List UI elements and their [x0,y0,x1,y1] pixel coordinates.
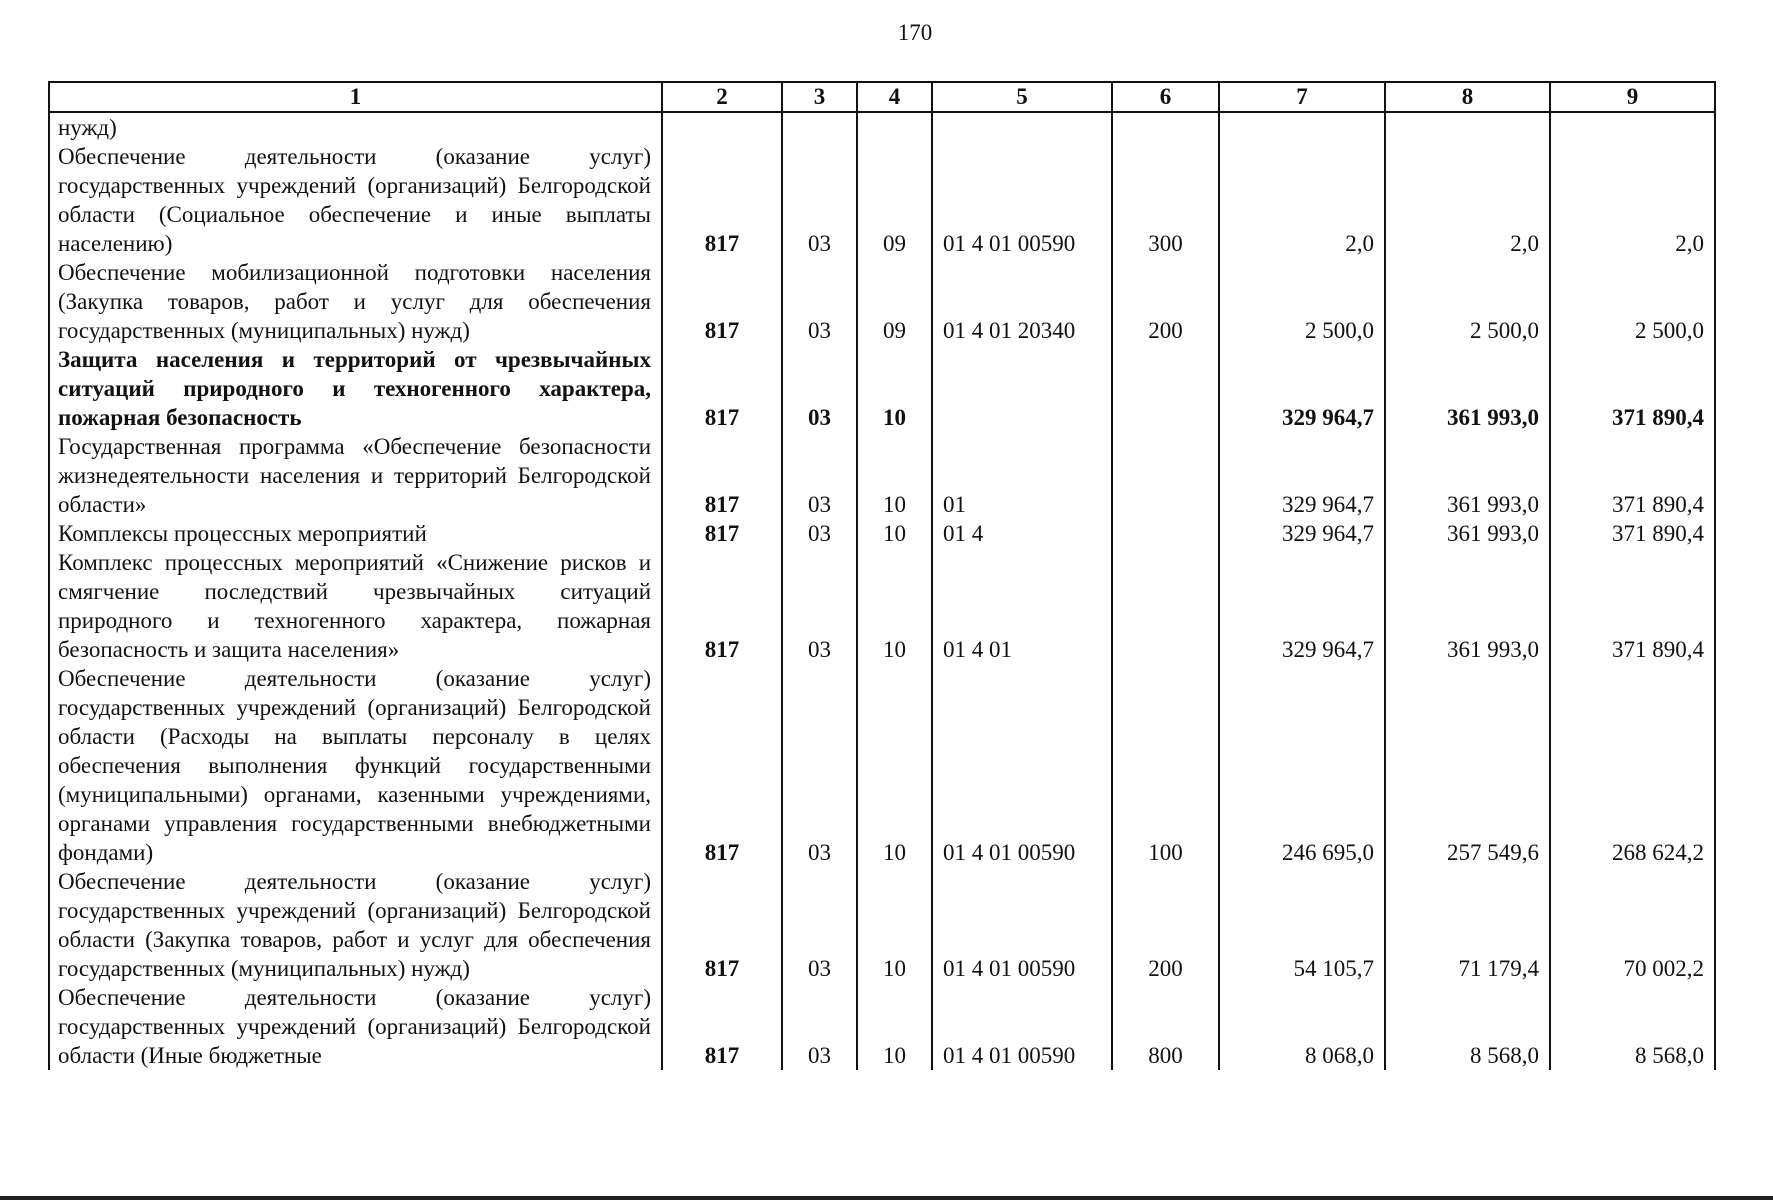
cell-section: 03 [782,345,857,432]
cell-amount-col8: 257 549,6 [1385,664,1550,867]
column-header: 6 [1112,82,1219,112]
cell-amount-col7: 329 964,7 [1219,519,1385,548]
cell-ministry-code [662,112,782,142]
cell-amount-col7: 8 068,0 [1219,983,1385,1070]
cell-section: 03 [782,432,857,519]
cell-ministry-code: 817 [662,142,782,258]
cell-amount-col9: 70 002,2 [1550,867,1715,983]
cell-amount-col9: 371 890,4 [1550,432,1715,519]
column-header: 2 [662,82,782,112]
cell-amount-col9: 8 568,0 [1550,983,1715,1070]
table-row [49,432,1715,519]
table-row [49,112,1715,142]
table-row [49,258,1715,345]
cell-amount-col9 [1550,112,1715,142]
column-header: 5 [932,82,1112,112]
table-row [49,548,1715,664]
budget-table [48,81,1716,1070]
cell-expense-type: 300 [1112,142,1219,258]
cell-target-article: 01 4 01 20340 [932,258,1112,345]
cell-subsection: 10 [857,432,932,519]
cell-description: Комплекс процессных мероприятий «Снижение рисков и смягчение последствий чрезвычайных ситуаций природного и техногенного характера, пожарная безопасность и защита населения» [49,548,662,664]
cell-expense-type: 800 [1112,983,1219,1070]
cell-expense-type [1112,112,1219,142]
table-row [49,142,1715,258]
cell-amount-col8 [1385,112,1550,142]
cell-amount-col9: 371 890,4 [1550,345,1715,432]
cell-amount-col8: 8 568,0 [1385,983,1550,1070]
cell-ministry-code: 817 [662,258,782,345]
cell-description: нужд) [49,112,662,142]
cell-ministry-code: 817 [662,867,782,983]
cell-section: 03 [782,548,857,664]
cell-target-article: 01 4 01 00590 [932,664,1112,867]
cell-section: 03 [782,142,857,258]
table-header-row [49,82,1715,112]
cell-section: 03 [782,519,857,548]
column-header: 7 [1219,82,1385,112]
cell-amount-col7: 329 964,7 [1219,432,1385,519]
cell-section [782,112,857,142]
cell-amount-col8: 361 993,0 [1385,548,1550,664]
cell-section: 03 [782,983,857,1070]
cell-expense-type [1112,345,1219,432]
cell-target-article [932,112,1112,142]
cell-section: 03 [782,867,857,983]
cell-ministry-code: 817 [662,983,782,1070]
cell-subsection: 10 [857,519,932,548]
cell-amount-col8: 361 993,0 [1385,519,1550,548]
cell-amount-col9: 371 890,4 [1550,548,1715,664]
cell-description: Обеспечение мобилизационной подготовки населения (Закупка товаров, работ и услуг для обеспечения государственных (муниципальных) нужд) [49,258,662,345]
page-number: 170 [897,20,933,45]
column-header: 3 [782,82,857,112]
cell-description: Защита населения и территорий от чрезвычайных ситуаций природного и техногенного характера, пожарная безопасность [49,345,662,432]
cell-subsection: 09 [857,142,932,258]
cell-subsection: 10 [857,983,932,1070]
cell-ministry-code: 817 [662,519,782,548]
column-header: 8 [1385,82,1550,112]
table-row [49,664,1715,867]
column-header: 4 [857,82,932,112]
cell-description: Обеспечение деятельности (оказание услуг) государственных учреждений (организаций) Белгородской области (Расходы на выплаты персоналу в целях обеспечения выполнения функций государственными (муниципальными) органами, казенными учреждениями, органами управления государственными внебюджетными фондами) [49,664,662,867]
table-row [49,345,1715,432]
cell-target-article: 01 4 01 00590 [932,867,1112,983]
cell-subsection: 09 [857,258,932,345]
column-header: 9 [1550,82,1715,112]
cell-section: 03 [782,664,857,867]
cell-amount-col7: 54 105,7 [1219,867,1385,983]
cell-amount-col7: 329 964,7 [1219,548,1385,664]
cell-amount-col7 [1219,112,1385,142]
cell-target-article: 01 4 [932,519,1112,548]
cell-amount-col8: 2,0 [1385,142,1550,258]
cell-subsection [857,112,932,142]
cell-expense-type [1112,548,1219,664]
cell-description: Обеспечение деятельности (оказание услуг) государственных учреждений (организаций) Белгородской области (Социальное обеспечение и иные выплаты населению) [49,142,662,258]
table-row [49,867,1715,983]
cell-amount-col7: 246 695,0 [1219,664,1385,867]
cell-subsection: 10 [857,548,932,664]
cell-amount-col8: 2 500,0 [1385,258,1550,345]
cell-expense-type: 200 [1112,258,1219,345]
cell-expense-type: 200 [1112,867,1219,983]
cell-amount-col8: 71 179,4 [1385,867,1550,983]
cell-subsection: 10 [857,345,932,432]
cell-amount-col7: 2 500,0 [1219,258,1385,345]
cell-expense-type [1112,519,1219,548]
cell-target-article: 01 4 01 [932,548,1112,664]
cell-ministry-code: 817 [662,664,782,867]
cell-expense-type: 100 [1112,664,1219,867]
cell-target-article: 01 [932,432,1112,519]
cell-amount-col8: 361 993,0 [1385,432,1550,519]
cell-amount-col9: 2 500,0 [1550,258,1715,345]
cell-amount-col9: 371 890,4 [1550,519,1715,548]
cell-description: Государственная программа «Обеспечение безопасности жизнедеятельности населения и территорий Белгородской области» [49,432,662,519]
cell-ministry-code: 817 [662,432,782,519]
table-row [49,519,1715,548]
cell-subsection: 10 [857,664,932,867]
cell-amount-col7: 2,0 [1219,142,1385,258]
cell-target-article: 01 4 01 00590 [932,142,1112,258]
table-body [49,112,1715,1070]
budget-table-container [48,81,1716,1070]
cell-description: Обеспечение деятельности (оказание услуг) государственных учреждений (организаций) Белгородской области (Иные бюджетные [49,983,662,1070]
table-row [49,983,1715,1070]
cell-target-article: 01 4 01 00590 [932,983,1112,1070]
cell-ministry-code: 817 [662,548,782,664]
cell-amount-col9: 2,0 [1550,142,1715,258]
cell-description: Обеспечение деятельности (оказание услуг) государственных учреждений (организаций) Белгородской области (Закупка товаров, работ и услуг для обеспечения государственных (муниципальных) нужд) [49,867,662,983]
cell-ministry-code: 817 [662,345,782,432]
page-bottom-edge [0,1196,1773,1200]
cell-description: Комплексы процессных мероприятий [49,519,662,548]
cell-section: 03 [782,258,857,345]
cell-expense-type [1112,432,1219,519]
cell-subsection: 10 [857,867,932,983]
cell-amount-col9: 268 624,2 [1550,664,1715,867]
cell-amount-col7: 329 964,7 [1219,345,1385,432]
cell-target-article [932,345,1112,432]
column-header: 1 [49,82,662,112]
cell-amount-col8: 361 993,0 [1385,345,1550,432]
